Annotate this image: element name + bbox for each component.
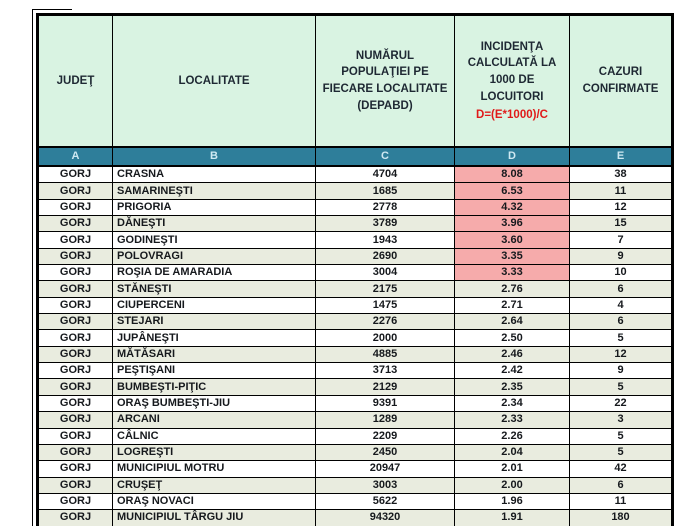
localitate-cell: STEJARI xyxy=(113,314,316,330)
column-letters-row xyxy=(38,147,673,166)
judet-cell: GORJ xyxy=(38,363,113,379)
localitate-cell: GODINEŞTI xyxy=(113,232,316,248)
table-row xyxy=(38,477,673,493)
incidence-cell: 2.26 xyxy=(455,428,570,444)
cazuri-cell: 5 xyxy=(570,428,673,444)
localitate-cell: CRUŞEŢ xyxy=(113,477,316,493)
cazuri-cell: 5 xyxy=(570,379,673,395)
judet-cell: GORJ xyxy=(38,346,113,362)
populatie-cell: 1289 xyxy=(316,412,455,428)
incidence-cell: 6.53 xyxy=(455,183,570,199)
incidence-table xyxy=(36,13,674,526)
cazuri-cell: 9 xyxy=(570,248,673,264)
incidence-cell: 2.00 xyxy=(455,477,570,493)
judet-cell: GORJ xyxy=(38,444,113,460)
populatie-cell: 3003 xyxy=(316,477,455,493)
table-row xyxy=(38,510,673,526)
localitate-cell: DĂNEŞTI xyxy=(113,216,316,232)
incidence-cell: 2.46 xyxy=(455,346,570,362)
populatie-cell: 20947 xyxy=(316,461,455,477)
judet-cell: GORJ xyxy=(38,395,113,411)
column-letter-d: D xyxy=(455,147,570,166)
table-row xyxy=(38,183,673,199)
populatie-cell: 2778 xyxy=(316,199,455,215)
column-letter-c: C xyxy=(316,147,455,166)
populatie-cell: 4885 xyxy=(316,346,455,362)
populatie-cell: 5622 xyxy=(316,493,455,509)
populatie-cell: 2000 xyxy=(316,330,455,346)
localitate-cell: MĂTĂSARI xyxy=(113,346,316,362)
incidence-cell: 2.01 xyxy=(455,461,570,477)
judet-cell: GORJ xyxy=(38,166,113,183)
incidence-cell: 3.96 xyxy=(455,216,570,232)
incidence-cell: 1.91 xyxy=(455,510,570,526)
incidence-cell: 4.32 xyxy=(455,199,570,215)
header-cazuri: CAZURI CONFIRMATE xyxy=(570,15,673,148)
localitate-cell: STĂNEŞTI xyxy=(113,281,316,297)
localitate-cell: ORAŞ NOVACI xyxy=(113,493,316,509)
cazuri-cell: 5 xyxy=(570,444,673,460)
table-row xyxy=(38,199,673,215)
cazuri-cell: 12 xyxy=(570,199,673,215)
populatie-cell: 3789 xyxy=(316,216,455,232)
header-localitate: LOCALITATE xyxy=(113,15,316,148)
table-row xyxy=(38,412,673,428)
cazuri-cell: 5 xyxy=(570,330,673,346)
table-row xyxy=(38,281,673,297)
table-row xyxy=(38,428,673,444)
incidence-cell: 2.34 xyxy=(455,395,570,411)
localitate-cell: PEŞTIŞANI xyxy=(113,363,316,379)
table-row xyxy=(38,330,673,346)
incidence-cell: 2.76 xyxy=(455,281,570,297)
incidence-cell: 2.42 xyxy=(455,363,570,379)
populatie-cell: 2129 xyxy=(316,379,455,395)
table-row xyxy=(38,248,673,264)
cazuri-cell: 38 xyxy=(570,166,673,183)
judet-cell: GORJ xyxy=(38,330,113,346)
cazuri-cell: 3 xyxy=(570,412,673,428)
cazuri-cell: 10 xyxy=(570,265,673,281)
localitate-cell: POLOVRAGI xyxy=(113,248,316,264)
localitate-cell: MUNICIPIUL TÂRGU JIU xyxy=(113,510,316,526)
localitate-cell: PRIGORIA xyxy=(113,199,316,215)
judet-cell: GORJ xyxy=(38,314,113,330)
populatie-cell: 9391 xyxy=(316,395,455,411)
table-row xyxy=(38,461,673,477)
header-judet: JUDEŢ xyxy=(38,15,113,148)
header-incidenta-formula: D=(E*1000)/C xyxy=(476,108,548,121)
populatie-cell: 1685 xyxy=(316,183,455,199)
populatie-cell: 2175 xyxy=(316,281,455,297)
incidence-cell: 2.64 xyxy=(455,314,570,330)
localitate-cell: MUNICIPIUL MOTRU xyxy=(113,461,316,477)
localitate-cell: CIUPERCENI xyxy=(113,297,316,313)
table-row xyxy=(38,297,673,313)
judet-cell: GORJ xyxy=(38,265,113,281)
table-row xyxy=(38,166,673,183)
cazuri-cell: 12 xyxy=(570,346,673,362)
judet-cell: GORJ xyxy=(38,199,113,215)
populatie-cell: 2690 xyxy=(316,248,455,264)
table-row xyxy=(38,493,673,509)
judet-cell: GORJ xyxy=(38,428,113,444)
table-row xyxy=(38,314,673,330)
cazuri-cell: 42 xyxy=(570,461,673,477)
cazuri-cell: 15 xyxy=(570,216,673,232)
judet-cell: GORJ xyxy=(38,379,113,395)
header-incidenta-text: INCIDENŢA CALCULATĂ LA 1000 DE LOCUITORI xyxy=(467,40,557,103)
populatie-cell: 3004 xyxy=(316,265,455,281)
cazuri-cell: 9 xyxy=(570,363,673,379)
localitate-cell: ORAŞ BUMBEŞTI-JIU xyxy=(113,395,316,411)
populatie-cell: 4704 xyxy=(316,166,455,183)
incidence-cell: 2.33 xyxy=(455,412,570,428)
incidence-cell: 3.60 xyxy=(455,232,570,248)
incidence-cell: 2.50 xyxy=(455,330,570,346)
header-populatie: NUMĂRUL POPULAŢIEI PE FIECARE LOCALITATE (DEPABD) xyxy=(316,15,455,148)
localitate-cell: SAMARINEŞTI xyxy=(113,183,316,199)
column-letter-a: A xyxy=(38,147,113,166)
header-incidenta xyxy=(455,15,570,148)
localitate-cell: LOGREŞTI xyxy=(113,444,316,460)
table-row xyxy=(38,265,673,281)
incidence-cell: 2.04 xyxy=(455,444,570,460)
table-row xyxy=(38,395,673,411)
cazuri-cell: 6 xyxy=(570,314,673,330)
localitate-cell: BUMBEŞTI-PIŢIC xyxy=(113,379,316,395)
incidence-cell: 3.35 xyxy=(455,248,570,264)
cazuri-cell: 6 xyxy=(570,477,673,493)
incidence-table-grid xyxy=(36,13,674,526)
localitate-cell: CRASNA xyxy=(113,166,316,183)
cazuri-cell: 11 xyxy=(570,183,673,199)
table-row xyxy=(38,363,673,379)
table-row xyxy=(38,379,673,395)
populatie-cell: 2450 xyxy=(316,444,455,460)
incidence-cell: 2.71 xyxy=(455,297,570,313)
incidence-cell: 8.08 xyxy=(455,166,570,183)
judet-cell: GORJ xyxy=(38,216,113,232)
judet-cell: GORJ xyxy=(38,183,113,199)
table-row xyxy=(38,346,673,362)
table-header-row xyxy=(38,15,673,148)
cazuri-cell: 22 xyxy=(570,395,673,411)
cazuri-cell: 11 xyxy=(570,493,673,509)
populatie-cell: 94320 xyxy=(316,510,455,526)
cazuri-cell: 4 xyxy=(570,297,673,313)
judet-cell: GORJ xyxy=(38,297,113,313)
cazuri-cell: 7 xyxy=(570,232,673,248)
judet-cell: GORJ xyxy=(38,232,113,248)
incidence-cell: 3.33 xyxy=(455,265,570,281)
judet-cell: GORJ xyxy=(38,510,113,526)
judet-cell: GORJ xyxy=(38,281,113,297)
table-row xyxy=(38,444,673,460)
populatie-cell: 2276 xyxy=(316,314,455,330)
column-letter-b: B xyxy=(113,147,316,166)
incidence-cell: 2.35 xyxy=(455,379,570,395)
populatie-cell: 3713 xyxy=(316,363,455,379)
cazuri-cell: 6 xyxy=(570,281,673,297)
localitate-cell: JUPÂNEŞTI xyxy=(113,330,316,346)
localitate-cell: ROŞIA DE AMARADIA xyxy=(113,265,316,281)
localitate-cell: ARCANI xyxy=(113,412,316,428)
incidence-cell: 1.96 xyxy=(455,493,570,509)
judet-cell: GORJ xyxy=(38,248,113,264)
table-row xyxy=(38,232,673,248)
column-letter-e: E xyxy=(570,147,673,166)
judet-cell: GORJ xyxy=(38,477,113,493)
judet-cell: GORJ xyxy=(38,412,113,428)
cazuri-cell: 180 xyxy=(570,510,673,526)
localitate-cell: CÂLNIC xyxy=(113,428,316,444)
table-row xyxy=(38,216,673,232)
judet-cell: GORJ xyxy=(38,461,113,477)
populatie-cell: 2209 xyxy=(316,428,455,444)
populatie-cell: 1475 xyxy=(316,297,455,313)
populatie-cell: 1943 xyxy=(316,232,455,248)
judet-cell: GORJ xyxy=(38,493,113,509)
